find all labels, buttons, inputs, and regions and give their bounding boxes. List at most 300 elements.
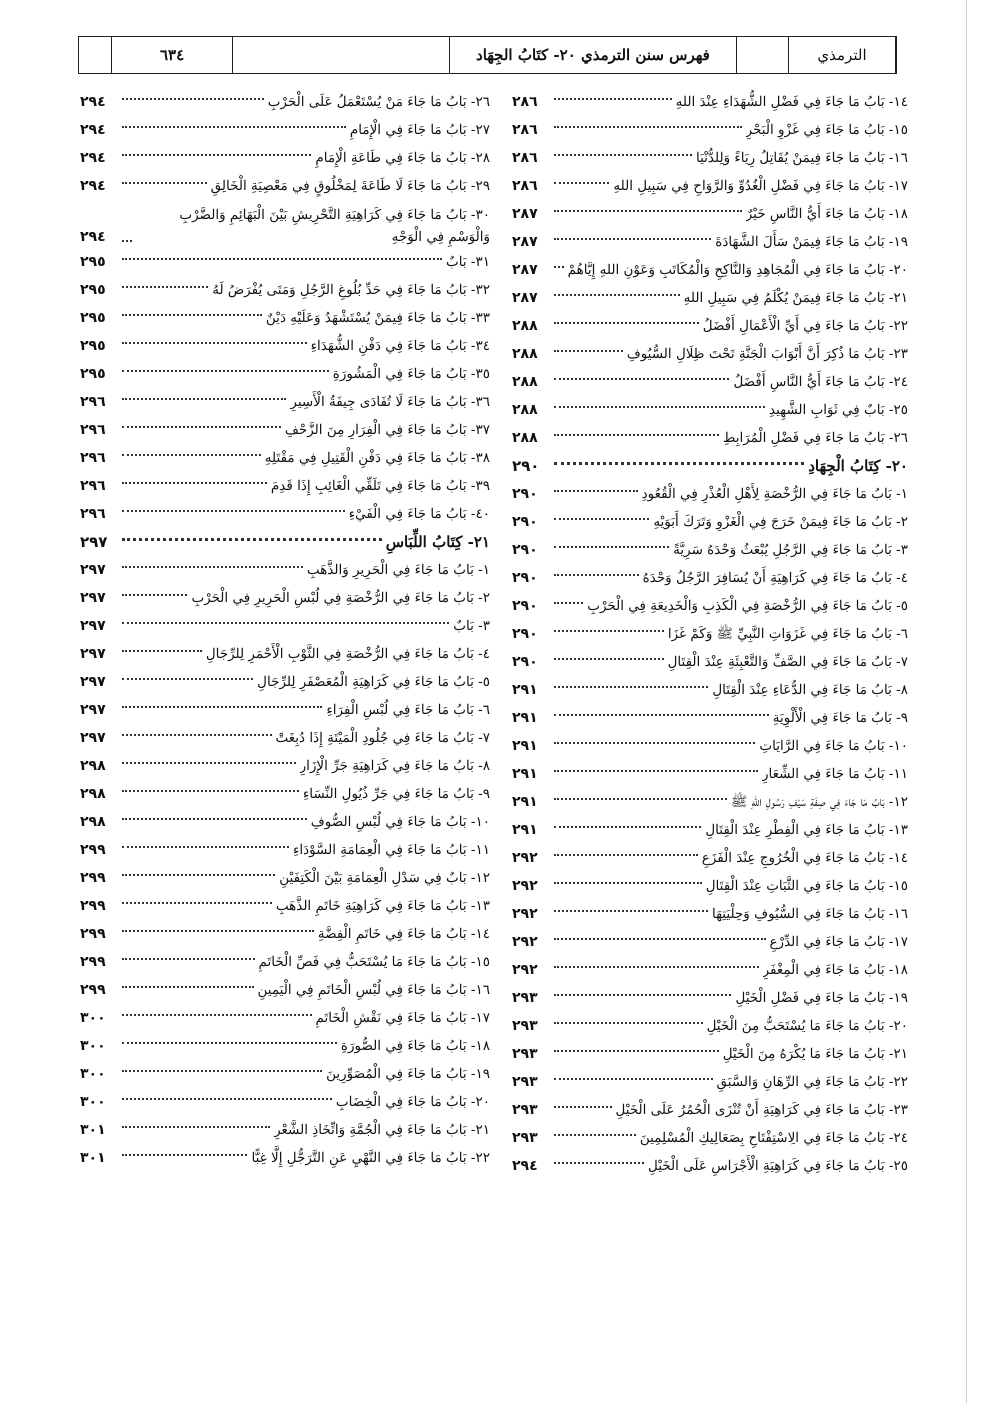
entry-page-number: ٢٩٧ xyxy=(80,646,106,662)
index-entry xyxy=(512,256,908,284)
index-entry xyxy=(80,416,490,444)
index-entry xyxy=(512,172,908,200)
entry-page-number: ٣٠٠ xyxy=(80,1010,106,1026)
entry-title: ٨- بَابُ مَا جَاءَ فِي كَرَاهِيَةِ جَرِّ الْإِزَارِ xyxy=(299,758,490,774)
entry-title: ٢٠- بَابُ مَا جَاءَ فِي الْمُجَاهِدِ وَالنَّاكِحِ وَالْمُكَاتَبِ وَعَوْنِ اللهِ إِيَّاهُمْ xyxy=(568,262,908,278)
entry-page-number: ٢٩٩ xyxy=(80,926,106,942)
index-entry xyxy=(512,956,908,984)
entry-page-number: ٢٩٩ xyxy=(80,870,106,886)
entry-page-number: ٢٩٥ xyxy=(80,338,106,354)
dot-leader xyxy=(554,938,766,940)
entry-page-number: ٢٩٧ xyxy=(80,730,106,746)
dot-leader xyxy=(554,854,698,856)
index-entry xyxy=(80,696,490,724)
entry-page-number: ٢٨٨ xyxy=(512,346,538,362)
entry-title: ١٦- بَابُ مَا جَاءَ فِي لُبْسِ الْخَاتَمِ فِي الْيَمِينِ xyxy=(257,982,490,998)
entry-title: ١٩- بَابُ مَا جَاءَ فِي فَضْلِ الْخَيْلِ xyxy=(735,990,908,1006)
entry-page-number: ٢٨٦ xyxy=(512,178,538,194)
book-heading-entry xyxy=(80,528,490,556)
index-entry xyxy=(512,872,908,900)
entry-title: ١٧- بَابُ مَا جَاءَ فِي فَضْلِ الْغُدُوِّ وَالرَّوَاحِ فِي سَبِيلِ اللهِ xyxy=(613,178,908,194)
entry-title: ٢٥- بَابُ مَا جَاءَ فِي كَرَاهِيَةِ الْأَجْرَاسِ عَلَى الْخَيْلِ xyxy=(647,1158,908,1174)
entry-title: ٢٧- بَابُ مَا جَاءَ فِي الْإِمَامِ xyxy=(349,122,490,138)
index-entry xyxy=(512,732,908,760)
entry-title: ٢٩- بَابُ مَا جَاءَ لَا طَاعَةَ لِمَخْلُوقٍ فِي مَعْصِيَةِ الْخَالِقِ xyxy=(210,178,490,194)
entry-page-number: ٢٩٢ xyxy=(512,906,538,922)
entry-title: ٢٤- بَابُ مَا جَاءَ أَيُّ النَّاسِ أَفْضَلُ xyxy=(733,374,908,390)
dot-leader xyxy=(554,322,699,324)
entry-page-number: ٢٩٢ xyxy=(512,962,538,978)
entry-page-number: ٢٨٧ xyxy=(512,234,538,250)
entry-title: ٥- بَابُ مَا جَاءَ فِي كَرَاهِيَةِ الْمُعَصْفَرِ لِلرِّجَالِ xyxy=(257,674,490,690)
dot-leader xyxy=(122,342,307,344)
entry-title: ٢- بَابُ مَا جَاءَ فِي الرُّخْصَةِ فِي لُبْسِ الْحَرِيرِ فِي الْحَرْبِ xyxy=(191,590,490,606)
dot-leader xyxy=(122,678,253,680)
entry-page-number: ٢٩٥ xyxy=(80,282,106,298)
entry-title: ٤- بَابُ مَا جَاءَ فِي كَرَاهِيَةِ أَنْ يُسَافِرَ الرَّجُلُ وَحْدَهُ xyxy=(642,570,908,586)
index-entry xyxy=(512,704,908,732)
entry-title: ٤- بَابُ مَا جَاءَ فِي الرُّخْصَةِ فِي الثَّوْبِ الْأَحْمَرِ لِلرِّجَالِ xyxy=(205,646,490,662)
dot-leader xyxy=(122,398,286,400)
entry-title: ٧- بَابُ مَا جَاءَ فِي الصَّفِّ وَالتَّعْبِئَةِ عِنْدَ الْقِتَالِ xyxy=(667,654,908,670)
index-entry xyxy=(80,116,490,144)
entry-page-number: ٢٩٥ xyxy=(80,254,106,270)
index-entry xyxy=(80,892,490,920)
entry-page-number: ٢٩٧ xyxy=(80,562,106,578)
dot-leader xyxy=(122,286,208,288)
index-entry xyxy=(512,200,908,228)
dot-leader xyxy=(554,602,583,604)
index-entry xyxy=(80,1116,490,1144)
book-heading-entry xyxy=(512,452,908,480)
entry-page-number: ٢٩٧ xyxy=(80,533,108,551)
entry-title: ٢٢- بَابُ مَا جَاءَ فِي أَيِّ الْأَعْمَالِ أَفْضَلُ xyxy=(702,318,908,334)
dot-leader xyxy=(122,370,329,372)
dot-leader xyxy=(554,714,769,716)
entry-title: ٢٦- بَابُ مَا جَاءَ فِي فَضْلِ الْمُرَابِطِ xyxy=(722,430,908,446)
index-entry xyxy=(80,304,490,332)
running-title: فهرس سنن الترمذي ٢٠- كتَابُ الجِهَاد xyxy=(449,37,735,73)
dot-leader xyxy=(122,426,281,428)
index-entry xyxy=(80,360,490,388)
dot-leader xyxy=(554,882,702,884)
entry-page-number: ٢٩٠ xyxy=(512,626,538,642)
entry-title: ١- بَابُ مَا جَاءَ فِي الرُّخْصَةِ لِأَهْلِ الْعُذْرِ فِي الْقُعُودِ xyxy=(641,486,908,502)
entry-title: ١٠- بَابُ مَا جَاءَ فِي الرَّايَاتِ xyxy=(759,738,908,754)
entry-title: ٢١- بَابُ مَا جَاءَ مَا يُكْرَهُ مِنَ الْخَيْلِ xyxy=(722,1046,908,1062)
dot-leader xyxy=(554,294,680,296)
dot-leader xyxy=(122,818,307,820)
dot-leader xyxy=(554,574,639,576)
entry-title: ١٨- بَابُ مَا جَاءَ أَيُّ النَّاسِ خَيْرٌ xyxy=(745,206,908,222)
index-entry xyxy=(80,668,490,696)
dot-leader xyxy=(122,182,207,184)
index-entry xyxy=(512,592,908,620)
index-entry xyxy=(512,1152,908,1180)
index-entry xyxy=(80,1144,490,1172)
index-entry xyxy=(512,844,908,872)
entry-title: ٥- بَابُ مَا جَاءَ فِي الرُّخْصَةِ فِي الْكَذِبِ وَالْخَدِيعَةِ فِي الْحَرْبِ xyxy=(587,598,908,614)
entry-title: ٢١- بَابُ مَا جَاءَ فِيمَنْ يُكْلَمُ فِي سَبِيلِ اللهِ xyxy=(683,290,908,306)
header-cell-empty xyxy=(232,37,450,73)
entry-page-number: ٢٨٧ xyxy=(512,290,538,306)
index-entry xyxy=(512,284,908,312)
entry-title: ١٢- بَابُ مَا جَاءَ فِي صِفَةِ سَيْفِ رَسُولِ اللهِ ﷺ xyxy=(730,794,908,810)
index-entry xyxy=(80,388,490,416)
entry-page-number: ٢٩٦ xyxy=(80,506,106,522)
entry-title: ٩- بَابُ مَا جَاءَ فِي جَرِّ ذُيُولِ النِّسَاءِ xyxy=(302,786,490,802)
entry-title: ٦- بَابُ مَا جَاءَ فِي غَزَوَاتِ النَّبِيِّ ﷺ وَكَمْ غَزَا xyxy=(667,626,908,642)
entry-page-number: ٢٩١ xyxy=(512,682,538,698)
entry-title: ١٩- بَابُ مَا جَاءَ فِي الْمُصَوِّرِينَ xyxy=(326,1066,490,1082)
entry-page-number: ٢٩٤ xyxy=(80,122,106,138)
entry-title: ٧- بَابُ مَا جَاءَ فِي جُلُودِ الْمَيْتَةِ إِذَا دُبِغَتْ xyxy=(275,730,490,746)
index-entry xyxy=(80,948,490,976)
index-entry xyxy=(512,228,908,256)
dot-leader xyxy=(554,462,804,465)
header-cell-empty xyxy=(79,37,111,73)
dot-leader xyxy=(122,1042,337,1044)
entry-title: ٢٣- بَابُ مَا جَاءَ فِي كَرَاهِيَةِ أَنْ تُنْزَى الْحُمُرُ عَلَى الْخَيْلِ xyxy=(615,1102,908,1118)
entry-title: ٢٥- بَابٌ فِي ثَوَابِ الشَّهِيدِ xyxy=(768,402,908,418)
index-entry xyxy=(512,928,908,956)
dot-leader xyxy=(554,630,664,632)
index-entry xyxy=(80,612,490,640)
index-entry xyxy=(512,312,908,340)
dot-leader xyxy=(554,350,623,352)
page-number: ٦٣٤ xyxy=(111,37,231,73)
entry-title: ٢٦- بَابُ مَا جَاءَ مَنْ يُسْتَعْمَلُ عَلَى الْحَرْبِ xyxy=(267,94,490,110)
index-entry xyxy=(512,340,908,368)
entry-page-number: ٢٩٣ xyxy=(512,1018,538,1034)
dot-leader xyxy=(122,846,289,848)
dot-leader xyxy=(122,154,311,156)
index-column-left xyxy=(80,88,490,1172)
index-entry xyxy=(80,1088,490,1116)
index-entry xyxy=(80,864,490,892)
dot-leader xyxy=(554,490,638,492)
dot-leader xyxy=(122,454,261,456)
entry-page-number: ٣٠٠ xyxy=(80,1094,106,1110)
entry-page-number: ٢٩٠ xyxy=(512,654,538,670)
index-entry xyxy=(80,556,490,584)
entry-title: ٢٣- بَابُ مَا ذُكِرَ أَنَّ أَبْوَابَ الْجَنَّةِ تَحْتَ ظِلَالِ السُّيُوفِ xyxy=(626,346,908,362)
index-entry xyxy=(80,640,490,668)
entry-title: ٢٠- كِتَابُ الْجِهَادِ xyxy=(808,457,908,475)
index-entry xyxy=(80,780,490,808)
entry-page-number: ٢٩٧ xyxy=(80,618,106,634)
index-entry xyxy=(512,676,908,704)
entry-page-number: ٢٩٠ xyxy=(512,570,538,586)
entry-page-number: ٣٠٠ xyxy=(80,1038,106,1054)
entry-title: ١٤- بَابُ مَا جَاءَ فِي الْخُرُوجِ عِنْدَ الْفَزَعِ xyxy=(701,850,908,866)
index-entry xyxy=(80,248,490,276)
dot-leader xyxy=(554,658,664,660)
dot-leader xyxy=(554,98,672,100)
entry-title: ١٩- بَابُ مَا جَاءَ فِيمَنْ سَأَلَ الشَّهَادَةَ xyxy=(715,234,908,250)
entry-page-number: ٢٩٦ xyxy=(80,394,106,410)
dot-leader xyxy=(122,706,322,708)
entry-page-number: ٢٩٥ xyxy=(80,366,106,382)
dot-leader xyxy=(122,622,449,624)
index-entry xyxy=(512,508,908,536)
dot-leader xyxy=(554,1022,703,1024)
index-entry xyxy=(80,472,490,500)
dot-leader xyxy=(554,266,564,268)
entry-page-number: ٢٩٣ xyxy=(512,1130,538,1146)
dot-leader xyxy=(122,1126,270,1128)
entry-page-number: ٢٩١ xyxy=(512,738,538,754)
dot-leader xyxy=(554,182,609,184)
entry-title: ١٥- بَابُ مَا جَاءَ مَا يُسْتَحَبُّ فِي فَصِّ الْخَاتَمِ xyxy=(258,954,490,970)
index-entry xyxy=(80,1032,490,1060)
entry-title: ٢٠- بَابُ مَا جَاءَ مَا يُسْتَحَبُّ مِنَ الْخَيْلِ xyxy=(706,1018,908,1034)
index-entry xyxy=(512,396,908,424)
dot-leader xyxy=(122,258,442,260)
entry-page-number: ٢٩٤ xyxy=(80,150,106,166)
entry-title: ٤٠- بَابُ مَا جَاءَ فِي الْفَيْءِ xyxy=(348,506,490,522)
entry-page-number: ٢٩٢ xyxy=(512,850,538,866)
dot-leader xyxy=(122,240,132,242)
index-entry xyxy=(80,200,490,248)
index-entry xyxy=(80,276,490,304)
index-column-right xyxy=(512,88,908,1180)
entry-title: ١١- بَابُ مَا جَاءَ فِي الشِّعَارِ xyxy=(761,766,908,782)
index-entry xyxy=(80,584,490,612)
entry-title: ٣٤- بَابُ مَا جَاءَ فِي دَفْنِ الشُّهَدَاءِ xyxy=(310,338,490,354)
entry-page-number: ٢٩٧ xyxy=(80,702,106,718)
entry-title: ٣٢- بَابُ مَا جَاءَ فِي حَدِّ بُلُوغِ الرَّجُلِ وَمَتَى يُفْرَضُ لَهُ xyxy=(212,282,490,298)
entry-title: ١- بَابُ مَا جَاءَ فِي الْحَرِيرِ وَالذَّهَبِ xyxy=(306,562,490,578)
header-cell-empty xyxy=(736,37,789,73)
entry-title: ١٧- بَابُ مَا جَاءَ فِي نَقْشِ الْخَاتَمِ xyxy=(315,1010,490,1026)
dot-leader xyxy=(554,546,669,548)
entry-title: ١٣- بَابُ مَا جَاءَ فِي كَرَاهِيَةِ خَاتَمِ الذَّهَبِ xyxy=(275,898,490,914)
entry-page-number: ٢٨٧ xyxy=(512,206,538,222)
entry-page-number: ٢٩٩ xyxy=(80,842,106,858)
entry-page-number: ٢٩٢ xyxy=(512,934,538,950)
entry-title: ٦- بَابُ مَا جَاءَ فِي لُبْسِ الْفِرَاءِ xyxy=(326,702,490,718)
dot-leader xyxy=(554,910,708,912)
entry-page-number: ٢٩١ xyxy=(512,766,538,782)
entry-page-number: ٢٩٨ xyxy=(80,814,106,830)
entry-title: ٢- بَابُ مَا جَاءَ فِيمَنْ خَرَجَ فِي الْغَزْوِ وَتَرَكَ أَبَوَيْهِ xyxy=(653,514,908,530)
entry-page-number: ٢٩٨ xyxy=(80,786,106,802)
dot-leader xyxy=(554,1106,612,1108)
index-entry xyxy=(80,1060,490,1088)
index-entry xyxy=(512,480,908,508)
entry-title: ٣٨- بَابُ مَا جَاءَ فِي دَفْنِ الْقَتِيلِ فِي مَقْتَلِهِ xyxy=(264,450,490,466)
entry-title: ٣- بَابُ مَا جَاءَ فِي الرَّجُلِ يُبْعَثُ وَحْدَهُ سَرِيَّةً xyxy=(673,542,908,558)
entry-title: ٢٢- بَابُ مَا جَاءَ فِي الرِّهَانِ وَالسَّبَقِ xyxy=(716,1074,908,1090)
dot-leader xyxy=(554,770,758,772)
entry-page-number: ٢٩٧ xyxy=(80,590,106,606)
entry-page-number: ٢٩١ xyxy=(512,822,538,838)
entry-title: ٣٥- بَابُ مَا جَاءَ فِي الْمَشُورَةِ xyxy=(332,366,490,382)
entry-title: ١١- بَابُ مَا جَاءَ فِي الْعِمَامَةِ السَّوْدَاءِ xyxy=(292,842,490,858)
index-entry xyxy=(512,564,908,592)
entry-title: ٨- بَابُ مَا جَاءَ فِي الدُّعَاءِ عِنْدَ الْقِتَالِ xyxy=(712,682,908,698)
entry-page-number: ٢٨٧ xyxy=(512,262,538,278)
index-entry xyxy=(512,368,908,396)
entry-title: ٣٦- بَابُ مَا جَاءَ لَا تُفَادَى جِيفَةُ الْأَسِيرِ xyxy=(290,394,490,410)
entry-page-number: ٢٩٤ xyxy=(80,229,106,245)
dot-leader xyxy=(122,482,267,484)
entry-title: ٢٨- بَابُ مَا جَاءَ فِي طَاعَةِ الْإِمَامِ xyxy=(315,150,490,166)
dot-leader xyxy=(554,518,649,520)
dot-leader xyxy=(554,742,755,744)
entry-title: ١٤- بَابُ مَا جَاءَ فِي خَاتَمِ الْفِضَّةِ xyxy=(317,926,490,942)
index-entry xyxy=(512,620,908,648)
index-entry xyxy=(512,1096,908,1124)
entry-page-number: ٢٩٠ xyxy=(512,542,538,558)
dot-leader xyxy=(122,734,272,736)
dot-leader xyxy=(554,434,719,436)
dot-leader xyxy=(554,994,731,996)
dot-leader xyxy=(554,1050,719,1052)
entry-title: ١٥- بَابُ مَا جَاءَ فِي غَزْوِ الْبَحْرِ xyxy=(745,122,908,138)
entry-title: ٢٠- بَابُ مَا جَاءَ فِي الْخِضَابِ xyxy=(335,1094,490,1110)
entry-title: ١٦- بَابُ مَا جَاءَ فِيمَنْ يُقَاتِلُ رِيَاءً وَلِلدُّنْيَا xyxy=(695,150,908,166)
entry-page-number: ٢٨٨ xyxy=(512,402,538,418)
entry-page-number: ٢٩٣ xyxy=(512,1046,538,1062)
dot-leader xyxy=(122,902,272,904)
dot-leader xyxy=(122,314,262,316)
entry-title: ١٥- بَابُ مَا جَاءَ فِي الثَّبَاتِ عِنْدَ الْقِتَالِ xyxy=(705,878,908,894)
index-entry xyxy=(80,1004,490,1032)
entry-page-number: ٢٩٠ xyxy=(512,514,538,530)
entry-page-number: ٢٩٩ xyxy=(80,954,106,970)
index-entry xyxy=(80,172,490,200)
dot-leader xyxy=(122,958,255,960)
dot-leader xyxy=(554,1134,636,1136)
index-entry xyxy=(512,900,908,928)
entry-title: ٢٢- بَابُ مَا جَاءَ فِي النَّهْيِ عَنِ التَّرَجُّلِ إِلَّا غِبًّا xyxy=(251,1150,490,1166)
entry-page-number: ٢٩٩ xyxy=(80,982,106,998)
index-entry xyxy=(80,88,490,116)
index-entry xyxy=(80,500,490,528)
dot-leader xyxy=(554,1078,713,1080)
entry-page-number: ٢٩٠ xyxy=(512,598,538,614)
index-entry xyxy=(512,760,908,788)
entry-page-number: ٣٠١ xyxy=(80,1150,106,1166)
dot-leader xyxy=(122,1070,322,1072)
entry-title: ١٧- بَابُ مَا جَاءَ فِي الدِّرْعِ xyxy=(769,934,908,950)
dot-leader xyxy=(122,538,382,541)
entry-page-number: ٢٨٦ xyxy=(512,150,538,166)
entry-page-number: ٢٩٤ xyxy=(512,1158,538,1174)
entry-page-number: ٢٩٦ xyxy=(80,422,106,438)
entry-page-number: ٢٩١ xyxy=(512,794,538,810)
entry-title: ٣٩- بَابُ مَا جَاءَ فِي تَلَقِّي الْغَائِبِ إِذَا قَدِمَ xyxy=(270,478,490,494)
index-entry xyxy=(512,648,908,676)
dot-leader xyxy=(122,1098,332,1100)
entry-page-number: ٢٩٨ xyxy=(80,758,106,774)
dot-leader xyxy=(122,566,303,568)
index-entry xyxy=(512,1124,908,1152)
entry-page-number: ٢٨٦ xyxy=(512,94,538,110)
header-tag: الترمذي xyxy=(788,37,895,73)
index-entry xyxy=(512,536,908,564)
entry-title: ٢١- بَابُ مَا جَاءَ فِي الْجُمَّةِ وَاتِّخَاذِ الشَّعْرِ xyxy=(274,1122,490,1138)
dot-leader xyxy=(554,406,765,408)
entry-page-number: ٢٩١ xyxy=(512,710,538,726)
entry-title: ١٣- بَابُ مَا جَاءَ فِي الْفِطْرِ عِنْدَ الْقِتَالِ xyxy=(705,822,908,838)
index-entry xyxy=(512,984,908,1012)
dot-leader xyxy=(122,594,187,596)
entry-title: ٩- بَابُ مَا جَاءَ فِي الْأَلْوِيَةِ xyxy=(772,710,908,726)
entry-title: ١٨- بَابُ مَا جَاءَ فِي الصُّورَةِ xyxy=(340,1038,490,1054)
entry-title: ٣- بَابٌ xyxy=(453,618,490,634)
dot-leader xyxy=(122,986,254,988)
entry-page-number: ٢٩٠ xyxy=(512,457,540,475)
dot-leader xyxy=(122,126,346,128)
dot-leader xyxy=(554,1162,644,1164)
entry-title: ٣٣- بَابُ مَا جَاءَ فِيمَنْ يُسْتَشْهَدُ وَعَلَيْهِ دَيْنٌ xyxy=(265,310,490,326)
index-entry xyxy=(80,836,490,864)
dot-leader xyxy=(122,1154,247,1156)
entry-title: ٣١- بَابٌ xyxy=(446,254,490,270)
dot-leader xyxy=(122,98,264,100)
index-entry xyxy=(512,1068,908,1096)
dot-leader xyxy=(554,966,759,968)
entry-title: ١٤- بَابُ مَا جَاءَ فِي فَضْلِ الشُّهَدَاءِ عِنْدَ اللهِ xyxy=(675,94,908,110)
index-entry xyxy=(512,116,908,144)
page-header xyxy=(78,36,897,74)
index-entry xyxy=(80,724,490,752)
entry-title: ١٦- بَابُ مَا جَاءَ فِي السُّيُوفِ وَحِلْيَتِهَا xyxy=(711,906,908,922)
dot-leader xyxy=(122,1014,312,1016)
index-entry xyxy=(80,444,490,472)
index-entry xyxy=(512,1040,908,1068)
entry-title: ٣٠- بَابُ مَا جَاءَ فِي كَرَاهِيَةِ التَّحْرِيشِ بَيْنَ الْبَهَائِمِ وَالضَّرْبِ وَالْوَسْمِ فِي الْوَجْهِ xyxy=(179,207,490,245)
entry-page-number: ٢٩٣ xyxy=(512,1074,538,1090)
index-entry xyxy=(512,88,908,116)
dot-leader xyxy=(122,930,314,932)
dot-leader xyxy=(122,762,296,764)
dot-leader xyxy=(554,154,692,156)
entry-page-number: ٢٩٣ xyxy=(512,1102,538,1118)
dot-leader xyxy=(122,650,202,652)
dot-leader xyxy=(554,126,742,128)
index-entry xyxy=(80,808,490,836)
entry-page-number: ٢٩٤ xyxy=(80,94,106,110)
dot-leader xyxy=(122,874,275,876)
index-entry xyxy=(512,424,908,452)
entry-page-number: ٢٩٦ xyxy=(80,478,106,494)
page-edge-line xyxy=(966,0,967,1403)
entry-page-number: ٢٨٨ xyxy=(512,374,538,390)
entry-page-number: ٢٩٠ xyxy=(512,486,538,502)
entry-page-number: ٢٩٧ xyxy=(80,674,106,690)
entry-page-number: ٢٩٦ xyxy=(80,450,106,466)
dot-leader xyxy=(554,686,708,688)
entry-page-number: ٢٩٤ xyxy=(80,178,106,194)
dot-leader xyxy=(554,238,711,240)
entry-page-number: ٢٨٨ xyxy=(512,318,538,334)
entry-title: ١٢- بَابٌ فِي سَدْلِ الْعِمَامَةِ بَيْنَ الْكَتِفَيْنِ xyxy=(279,870,490,886)
dot-leader xyxy=(554,378,729,380)
entry-title: ٣٧- بَابُ مَا جَاءَ فِي الْفِرَارِ مِنَ الزَّحْفِ xyxy=(284,422,490,438)
index-entry xyxy=(80,752,490,780)
dot-leader xyxy=(554,826,701,828)
index-entry xyxy=(80,976,490,1004)
entry-page-number: ٢٩٣ xyxy=(512,990,538,1006)
entry-page-number: ٢٩٥ xyxy=(80,310,106,326)
entry-title: ١٨- بَابُ مَا جَاءَ فِي الْمِغْفَرِ xyxy=(762,962,908,978)
index-entry xyxy=(512,1012,908,1040)
dot-leader xyxy=(554,210,742,212)
